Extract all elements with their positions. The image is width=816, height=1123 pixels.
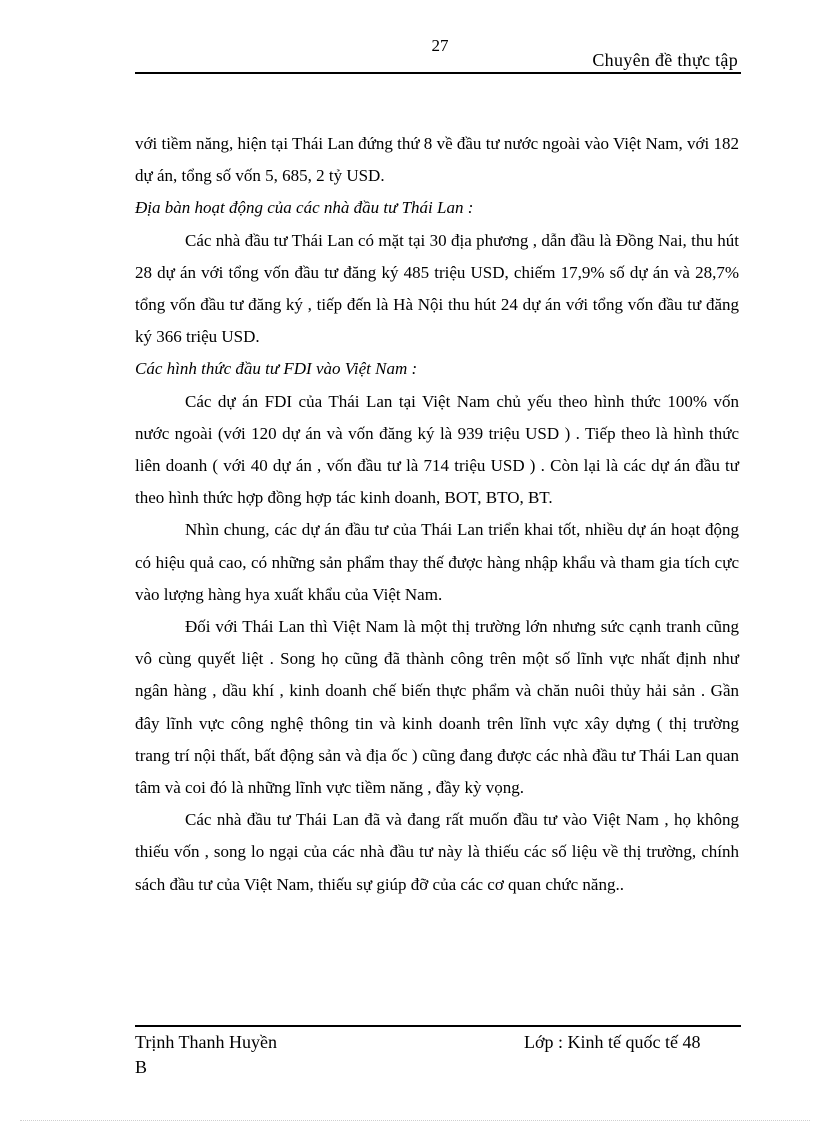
footer-author-suffix: B: [135, 1057, 148, 1077]
paragraph-investment-localities: Các nhà đầu tư Thái Lan có mặt tại 30 địa phương , dẫn đầu là Đồng Nai, thu hút 28 dự án với tổng vốn đầu tư đăng ký 485 triệu USD, chiếm 17,9% số dự án và 28,7% tổng vốn đầu tư đăng ký , tiếp đến là Hà Nội thu hút 24 dự án với tổng vốn đầu tư đăng ký 366 triệu USD.: [135, 230, 739, 347]
paragraph-project-performance: Nhìn chung, các dự án đầu tư của Thái Lan triển khai tốt, nhiều dự án hoạt động có hiệu quả cao, có những sản phẩm thay thế được hàng nhập khẩu và tham gia tích cực vào lượng hàng hya xuất khẩu của Việt Nam.: [135, 520, 739, 604]
footer-author-block: [135, 1030, 375, 1080]
page-number: 27: [431, 36, 449, 55]
document-body: [135, 128, 739, 901]
header-divider: [135, 72, 741, 74]
header-title: Chuyên đề thực tập: [592, 50, 738, 70]
paragraph-market-competition: Đối với Thái Lan thì Việt Nam là một thị trường lớn nhưng sức cạnh tranh cũng vô cùng quyết liệt . Song họ cũng đã thành công trên một số lĩnh vực nhất định như ngân hàng , dầu khí , kinh doanh chế biến thực phẩm và chăn nuôi thủy hải sản . Gần đây lĩnh vực công nghệ thông tin và kinh doanh trên lĩnh vực xây dựng ( thị trường trang trí nội thất, bất động sản và địa ốc ) cũng đang được các nhà đầu tư Thái Lan quan tâm và coi đó là những lĩnh vực tiềm năng , đầy kỳ vọng.: [135, 617, 739, 798]
footer-author: Trịnh Thanh Huyền: [135, 1032, 278, 1052]
section-heading-investment-areas: Địa bàn hoạt động của các nhà đầu tư Thái Lan :: [135, 198, 474, 218]
paragraph-fdi-forms: Các dự án FDI của Thái Lan tại Việt Nam chủ yếu theo hình thức 100% vốn nước ngoài (với 120 dự án và vốn đăng ký là 939 triệu USD ) . Tiếp theo là hình thức liên doanh ( với 40 dự án , vốn đầu tư là 714 triệu USD ) . Còn lại là các dự án đầu tư theo hình thức hợp đồng hợp tác kinh doanh, BOT, BTO, BT.: [135, 391, 739, 508]
page-bottom-edge: [20, 1120, 810, 1121]
footer-class: Lớp : Kinh tế quốc tế 48: [524, 1032, 701, 1052]
footer-divider: [135, 1025, 741, 1027]
paragraph-continuation: với tiềm năng, hiện tại Thái Lan đứng thứ 8 về đầu tư nước ngoài vào Việt Nam, với 182 dự án, tổng số vốn 5, 685, 2 tỷ USD.: [135, 134, 739, 186]
section-heading-fdi-forms: Các hình thức đầu tư FDI vào Việt Nam :: [135, 359, 418, 379]
paragraph-investor-concerns: Các nhà đầu tư Thái Lan đã và đang rất muốn đầu tư vào Việt Nam , họ không thiếu vốn , song lo ngại của các nhà đầu tư này là thiếu các số liệu về thị trường, chính sách đầu tư của Việt Nam, thiếu sự giúp đỡ của các cơ quan chức năng..: [135, 810, 739, 894]
